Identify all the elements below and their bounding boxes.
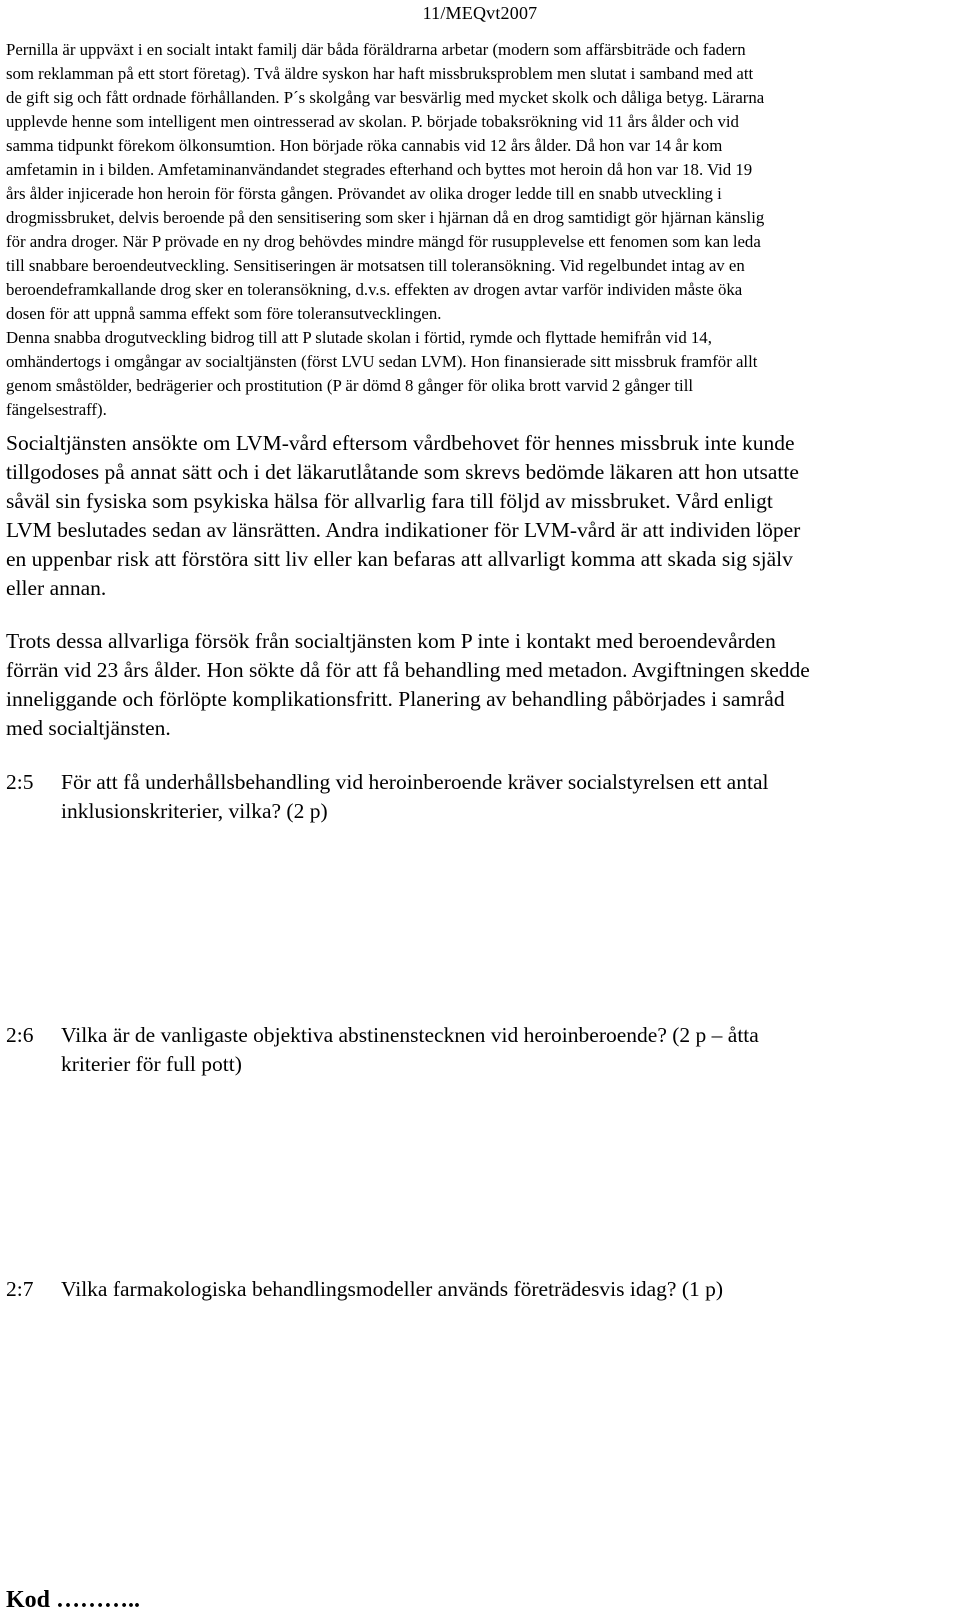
- question-text: [61, 1021, 954, 1079]
- paragraph-line: förrän vid 23 års ålder. Hon sökte då för att få behandling med metadon. Avgiftningen skedde: [6, 658, 810, 682]
- case-description: [6, 38, 954, 422]
- case-line: genom småstölder, bedrägerier och prostitution (P är dömd 8 gånger för olika brott varvid 2 gånger till: [6, 376, 694, 395]
- answer-area-2-6[interactable]: [6, 1083, 954, 1268]
- question-line: inklusionskriterier, vilka? (2 p): [61, 799, 328, 823]
- paragraph-line: en uppenbar risk att förstöra sitt liv eller kan befaras att allvarligt komma att skada sig själv: [6, 547, 793, 571]
- lvm-paragraph: [6, 429, 954, 603]
- paragraph-line: med socialtjänsten.: [6, 716, 171, 740]
- treatment-paragraph: [6, 627, 954, 743]
- paragraph-line: såväl sin fysiska som psykiska hälsa för allvarlig fara till följd av missbruket. Vård enligt: [6, 489, 773, 513]
- case-line: upplevde henne som intelligent men ointresserad av skolan. P. började tobaksrökning vid 11 års ålder och vid: [6, 112, 739, 131]
- exam-code-header: 11/MEQvt2007: [422, 3, 538, 23]
- question-text: [61, 768, 954, 826]
- question-text: [61, 1275, 954, 1304]
- question-number: 2:5: [6, 770, 34, 794]
- case-line: till snabbare beroendeutveckling. Sensitiseringen är motsatsen till toleransökning. Vid regelbundet intag av en: [6, 256, 745, 275]
- code-field-label: Kod ………..: [6, 1587, 141, 1613]
- question-number: 2:6: [6, 1023, 34, 1047]
- paragraph-line: inneliggande och förlöpte komplikationsfritt. Planering av behandling påbörjades i samråd: [6, 687, 785, 711]
- case-line: fängelsestraff).: [6, 400, 107, 419]
- case-line: amfetamin in i bilden. Amfetaminanvändandet stegrades efterhand och byttes mot heroin då hon var 18. Vid 19: [6, 160, 753, 179]
- answer-area-2-7[interactable]: [6, 1310, 954, 1560]
- question-line: kriterier för full pott): [61, 1052, 242, 1076]
- case-line: omhändertogs i omgångar av socialtjänsten (först LVU sedan LVM). Hon finansierade sitt missbruk framför allt: [6, 352, 758, 371]
- paragraph-line: tillgodoses på annat sätt och i det läkarutlåtande som skrevs bedömde läkaren att hon utsatte: [6, 460, 799, 484]
- case-line: Denna snabba drogutveckling bidrog till att P slutade skolan i förtid, rymde och flyttade hemifrån vid 14,: [6, 328, 712, 347]
- case-line: samma tidpunkt förekom ölkonsumtion. Hon började röka cannabis vid 12 års ålder. Då hon var 14 år kom: [6, 136, 723, 155]
- question-line: Vilka farmakologiska behandlingsmodeller används företrädesvis idag? (1 p): [61, 1277, 724, 1301]
- case-line: drogmissbruket, delvis beroende på den sensitisering som sker i hjärnan då en drog samtidigt gör hjärnan känslig: [6, 208, 765, 227]
- paragraph-line: Trots dessa allvarliga försök från socialtjänsten kom P inte i kontakt med beroendevården: [6, 629, 776, 653]
- case-line: som reklamman på ett stort företag). Två äldre syskon har haft missbruksproblem men slutat i samband med att: [6, 64, 754, 83]
- question-number: 2:7: [6, 1277, 34, 1301]
- case-line: dosen för att uppnå samma effekt som före toleransutvecklingen.: [6, 304, 442, 323]
- answer-area-2-5[interactable]: [6, 830, 954, 1015]
- case-line: års ålder injicerade hon heroin för första gången. Prövandet av olika droger ledde till en snabb utveckling i: [6, 184, 722, 203]
- case-line: de gift sig och fått ordnade förhållanden. P´s skolgång var besvärlig med mycket skolk och dåliga betyg. Lärarna: [6, 88, 765, 107]
- question-line: Vilka är de vanligaste objektiva abstinenstecknen vid heroinberoende? (2 p – åtta: [61, 1023, 759, 1047]
- case-line: för andra droger. När P prövade en ny drog behövdes mindre mängd för rusupplevelse ett fenomen som kan leda: [6, 232, 761, 251]
- question-line: För att få underhållsbehandling vid heroinberoende kräver socialstyrelsen ett antal: [61, 770, 769, 794]
- case-line: beroendeframkallande drog sker en toleransökning, d.v.s. effekten av drogen avtar varför individen måste öka: [6, 280, 743, 299]
- case-line: Pernilla är uppväxt i en socialt intakt familj där båda föräldrarna arbetar (modern som affärsbiträde och fadern: [6, 40, 746, 59]
- paragraph-line: LVM beslutades sedan av länsrätten. Andra indikationer för LVM-vård är att individen löper: [6, 518, 801, 542]
- paragraph-line: eller annan.: [6, 576, 107, 600]
- paragraph-line: Socialtjänsten ansökte om LVM-vård eftersom vårdbehovet för hennes missbruk inte kunde: [6, 431, 795, 455]
